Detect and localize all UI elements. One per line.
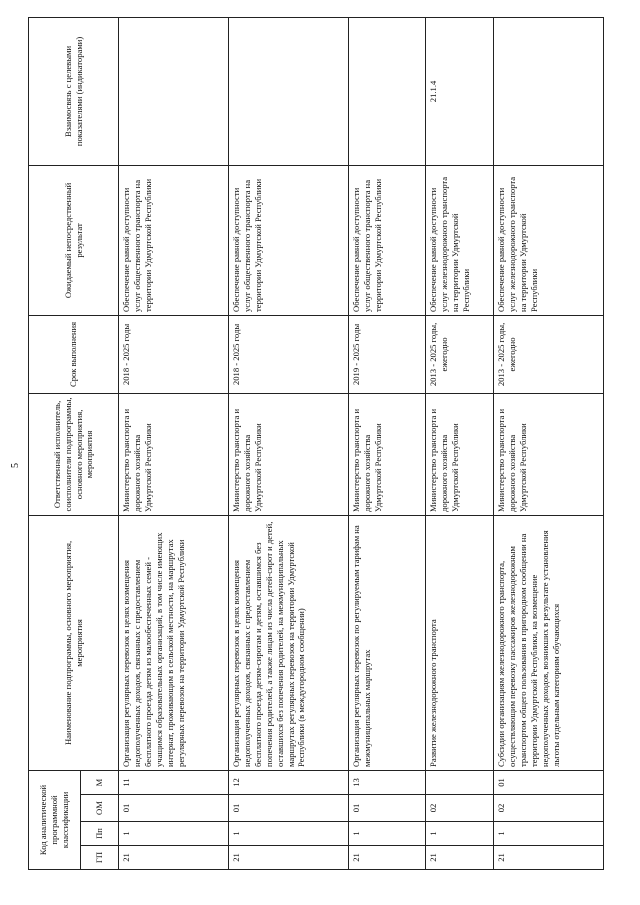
result-cell: Обеспечение равной доступности услуг железнодорожного транспорта на территории Удмуртской Республики	[426, 165, 494, 315]
responsible-cell: Министерство транспорта и дорожного хозяйства Удмуртской Республики	[349, 393, 426, 515]
gp-cell: 21	[229, 846, 349, 870]
pp-header: Пп	[81, 822, 119, 846]
result-header: Ожидаемый непосредственный результат	[29, 165, 119, 315]
gp-header: ГП	[81, 846, 119, 870]
m-cell: 01	[494, 770, 604, 794]
om-cell: 01	[349, 795, 426, 822]
table-row	[494, 17, 604, 869]
link-header: Взаимосвязь с целевыми показателями (индикаторами)	[29, 17, 119, 165]
table-row	[426, 17, 494, 869]
m-cell: 11	[119, 770, 229, 794]
term-cell: 2019 - 2025 годы	[349, 315, 426, 393]
link-cell	[229, 17, 349, 165]
link-cell	[119, 17, 229, 165]
gp-cell: 21	[494, 846, 604, 870]
program-measures-table	[28, 17, 604, 870]
gp-cell: 21	[349, 846, 426, 870]
om-header: ОМ	[81, 795, 119, 822]
name-cell: Развитие железнодорожного транспорта	[426, 515, 494, 770]
link-cell: 21.1.4	[426, 17, 494, 165]
link-cell	[494, 17, 604, 165]
om-cell: 02	[494, 795, 604, 822]
name-header: Наименование подпрограммы, основного мероприятия, мероприятия	[29, 515, 119, 770]
m-header: М	[81, 770, 119, 794]
header-row	[29, 17, 81, 869]
table-row	[119, 17, 229, 869]
term-cell: 2013 - 2025 годы, ежегодно	[426, 315, 494, 393]
gp-cell: 21	[426, 846, 494, 870]
gp-cell: 21	[119, 846, 229, 870]
result-cell: Обеспечение равной доступности услуг общественного транспорта на территории Удмуртской Республики	[349, 165, 426, 315]
term-cell: 2018 - 2025 годы	[119, 315, 229, 393]
name-cell: Организация регулярных перевозок в целях возмещения недополученных доходов, связанных с предоставлением бесплатного проезда детям из малообеспеченных семей - учащимся образовательных организаций, в том числе имеющих интернат, проживающим в сельской местности, на маршрутах регулярных перевозок на территории Удмуртской Республики	[119, 515, 229, 770]
pp-cell: 1	[426, 822, 494, 846]
code-group-header: Код аналитической программной классификации	[29, 770, 81, 869]
result-cell: Обеспечение равной доступности услуг общественного транспорта на территории Удмуртской Республики	[119, 165, 229, 315]
om-cell: 01	[119, 795, 229, 822]
result-cell: Обеспечение равной доступности услуг общественного транспорта на территории Удмуртской Республики	[229, 165, 349, 315]
table-row	[229, 17, 349, 869]
name-cell: Организация регулярных перевозок по регулируемым тарифам на межмуниципальных маршрутах	[349, 515, 426, 770]
m-cell: 13	[349, 770, 426, 794]
responsible-cell: Министерство транспорта и дорожного хозяйства Удмуртской Республики	[119, 393, 229, 515]
pp-cell: 1	[494, 822, 604, 846]
result-cell: Обеспечение равной доступности услуг железнодорожного транспорта на территории Удмуртской Республики	[494, 165, 604, 315]
m-cell	[426, 770, 494, 794]
responsible-cell: Министерство транспорта и дорожного хозяйства Удмуртской Республики	[229, 393, 349, 515]
link-cell	[349, 17, 426, 165]
responsible-header: Ответственный исполнитель, соисполнители подпрограммы, основного мероприятия, мероприятия	[29, 393, 119, 515]
pp-cell: 1	[229, 822, 349, 846]
responsible-cell: Министерство транспорта и дорожного хозяйства Удмуртской Республики	[426, 393, 494, 515]
om-cell: 01	[229, 795, 349, 822]
term-cell: 2013 - 2025 годы, ежегодно	[494, 315, 604, 393]
term-header: Срок выполнения	[29, 315, 119, 393]
name-cell: Организация регулярных перевозок в целях возмещения недополученных доходов, связанных с предоставлением бесплатного проезда детям-сиротам и детям, оставшимся без попечения родителей, а также лицам из числа детей-сирот и детей, оставшихся без попечения родителей, на межмуниципальных маршрутах регулярных перевозок на территории Удмуртской Республики (в междугородном сообщении)	[229, 515, 349, 770]
om-cell: 02	[426, 795, 494, 822]
pp-cell: 1	[119, 822, 229, 846]
pp-cell: 1	[349, 822, 426, 846]
page-number: 5	[10, 463, 21, 468]
table-row	[349, 17, 426, 869]
responsible-cell: Министерство транспорта и дорожного хозяйства Удмуртской Республики	[494, 393, 604, 515]
term-cell: 2018 - 2025 годы	[229, 315, 349, 393]
name-cell: Субсидии организациям железнодорожного транспорта, осуществляющим перевозку пассажиров железнодорожным транспортом общего пользования в пригородном сообщении на территории Удмуртской Республики, на возмещение недополученных доходов, возникших в результате установления льготы отдельным категориям обучающихся	[494, 515, 604, 770]
m-cell: 12	[229, 770, 349, 794]
